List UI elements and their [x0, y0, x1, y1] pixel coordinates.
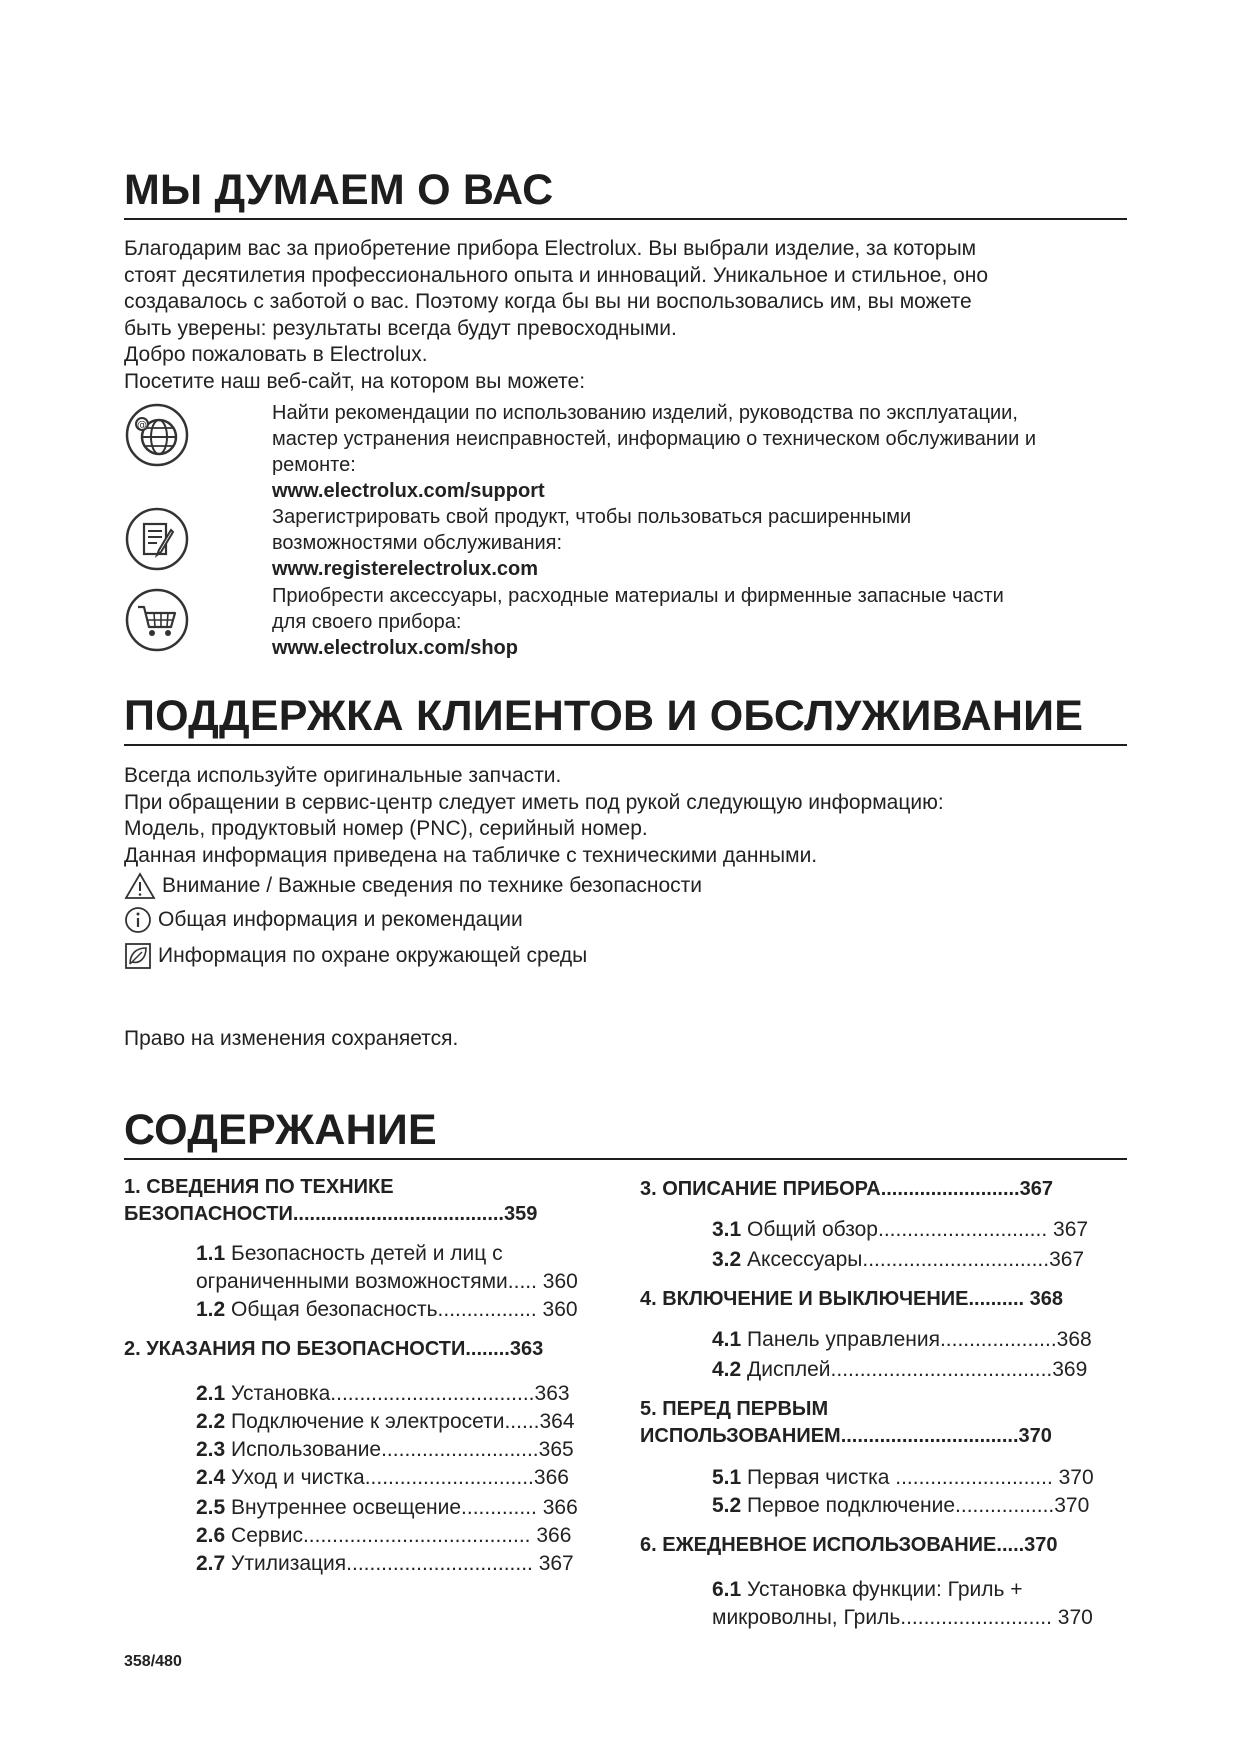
- section-title-we-think-of-you: МЫ ДУМАЕМ О ВАС: [124, 166, 554, 214]
- toc-item-3-1[interactable]: [712, 1216, 1088, 1244]
- toc-item-text: Первая чистка ........................... 370: [747, 1466, 1094, 1489]
- toc-item-number: 6.1: [712, 1578, 742, 1601]
- toc-item-text: Дисплей......................................369: [747, 1358, 1088, 1381]
- section-title-contents: СОДЕРЖАНИЕ: [124, 1106, 437, 1154]
- intro-line: Посетите наш веб-сайт, на котором вы можете:: [124, 369, 586, 393]
- support-line: Данная информация приведена на табличке с техническими данными.: [124, 843, 818, 867]
- support-paragraph: [124, 763, 1124, 869]
- toc-item-5-1[interactable]: [712, 1464, 1094, 1492]
- globe-icon: [124, 402, 190, 468]
- toc-item-text: ограниченными возможностями..... 360: [196, 1270, 578, 1293]
- intro-line: быть уверены: результаты всегда будут превосходными.: [124, 316, 677, 340]
- toc-item-text: микроволны, Гриль.......................... 370: [712, 1606, 1093, 1629]
- toc-item-text: Уход и чистка.............................366: [231, 1466, 569, 1489]
- toc-item-2-4[interactable]: [196, 1464, 569, 1492]
- toc-item-number: 2.6: [196, 1524, 226, 1547]
- section-rule: [124, 744, 1127, 746]
- toc-item-text: Первое подключение.................370: [747, 1494, 1090, 1517]
- toc-item-number: 5.1: [712, 1466, 742, 1489]
- toc-item-text: Общая безопасность................. 360: [231, 1298, 578, 1321]
- support-line: Всегда используйте оригинальные запчасти.: [124, 764, 562, 787]
- shopping-cart-icon: [124, 587, 190, 653]
- toc-heading-1[interactable]: [124, 1174, 537, 1228]
- toc-heading-6[interactable]: 6. ЕЖЕДНЕВНОЕ ИСПОЛЬЗОВАНИЕ.....370: [640, 1534, 1058, 1556]
- toc-heading-text: 1. СВЕДЕНИЯ ПО ТЕХНИКЕ: [124, 1176, 394, 1198]
- support-line: Модель, продуктовый номер (PNC), серийный номер.: [124, 817, 648, 840]
- register-form-icon: [124, 506, 190, 572]
- service-text: мастер устранения неисправностей, информацию о техническом обслуживании и: [272, 428, 1036, 450]
- toc-item-1-2[interactable]: [196, 1296, 578, 1324]
- legend-environment: [124, 942, 587, 970]
- toc-item-number: 4.2: [712, 1358, 742, 1381]
- toc-item-number: 2.7: [196, 1552, 226, 1575]
- toc-item-text: Подключение к электросети......364: [231, 1410, 575, 1433]
- page-number: 358/480: [124, 1653, 182, 1670]
- intro-line: создавалось с заботой о вас. Поэтому когда бы вы ни воспользовались им, вы можете: [124, 290, 972, 313]
- section-title-customer-support: ПОДДЕРЖКА КЛИЕНТОВ И ОБСЛУЖИВАНИЕ: [124, 692, 1084, 740]
- rights-notice: Право на изменения сохраняется.: [124, 1027, 459, 1050]
- legend-info-text: Общая информация и рекомендации: [158, 908, 523, 931]
- warning-triangle-icon: [124, 872, 156, 900]
- legend-environment-text: Информация по охране окружающей среды: [158, 944, 588, 967]
- intro-line: Добро пожаловать в Electrolux.: [124, 343, 428, 366]
- legend-warning-text: Внимание / Важные сведения по технике безопасности: [162, 874, 703, 897]
- toc-item-5-2[interactable]: [712, 1492, 1089, 1520]
- intro-line: стоят десятилетия профессионального опыта и инноваций. Уникальное и стильное, оно: [124, 263, 989, 287]
- service-support: [272, 400, 1132, 504]
- toc-item-text: Внутреннее освещение............. 366: [231, 1496, 578, 1519]
- toc-item-number: 2.5: [196, 1496, 226, 1519]
- toc-item-6-1[interactable]: [712, 1576, 1093, 1632]
- toc-heading-text: БЕЗОПАСНОСТИ......................................359: [124, 1203, 538, 1225]
- toc-item-2-1[interactable]: [196, 1380, 570, 1408]
- toc-item-number: 3.2: [712, 1248, 742, 1271]
- toc-heading-4[interactable]: 4. ВКЛЮЧЕНИЕ И ВЫКЛЮЧЕНИЕ.......... 368: [640, 1288, 1063, 1310]
- toc-item-text: Безопасность детей и лиц с: [231, 1242, 503, 1265]
- toc-item-text: Сервис....................................... 366: [231, 1524, 572, 1547]
- toc-item-2-7[interactable]: [196, 1550, 574, 1578]
- toc-item-text: Утилизация................................ 367: [231, 1552, 574, 1575]
- toc-item-number: 2.3: [196, 1438, 226, 1461]
- toc-item-4-2[interactable]: [712, 1356, 1087, 1384]
- service-text: Зарегистрировать свой продукт, чтобы пользоваться расширенными: [272, 506, 912, 528]
- intro-line: Благодарим вас за приобретение прибора Electrolux. Вы выбрали изделие, за которым: [124, 237, 977, 260]
- service-text: ремонте:: [272, 454, 356, 476]
- intro-paragraph: [124, 236, 1124, 395]
- toc-item-3-2[interactable]: [712, 1246, 1084, 1274]
- toc-item-number: 5.2: [712, 1494, 742, 1517]
- toc-heading-2[interactable]: 2. УКАЗАНИЯ ПО БЕЗОПАСНОСТИ........363: [124, 1338, 544, 1360]
- toc-item-number: 2.4: [196, 1466, 226, 1489]
- legend-warning: [124, 872, 702, 900]
- support-line: При обращении в сервис-центр следует иметь под рукой следующую информацию:: [124, 790, 944, 814]
- toc-item-4-1[interactable]: [712, 1326, 1092, 1354]
- toc-item-text: Панель управления....................368: [747, 1328, 1092, 1351]
- toc-item-number: 4.1: [712, 1328, 742, 1351]
- section-rule: [124, 218, 1127, 220]
- svg-text:@: @: [137, 420, 147, 431]
- section-rule: [124, 1158, 1127, 1160]
- toc-heading-3[interactable]: 3. ОПИСАНИЕ ПРИБОРА.........................367: [640, 1178, 1053, 1200]
- toc-item-number: 1.2: [196, 1298, 226, 1321]
- toc-item-2-3[interactable]: [196, 1436, 574, 1464]
- toc-item-text: Использование...........................365: [231, 1438, 574, 1461]
- toc-item-number: 2.1: [196, 1382, 226, 1405]
- service-text: Приобрести аксессуары, расходные материалы и фирменные запасные части: [272, 585, 1004, 607]
- service-text: Найти рекомендации по использованию изделий, руководства по эксплуатации,: [272, 402, 1018, 424]
- toc-item-2-2[interactable]: [196, 1408, 575, 1436]
- legend-info: [124, 906, 523, 934]
- service-shop: [272, 583, 1132, 661]
- service-text: для своего прибора:: [272, 611, 462, 633]
- register-link[interactable]: www.registerelectrolux.com: [272, 558, 539, 580]
- toc-item-number: 2.2: [196, 1410, 226, 1433]
- toc-heading-5[interactable]: [640, 1396, 1052, 1450]
- service-register: [272, 504, 1132, 582]
- toc-item-text: Аксессуары................................367: [747, 1248, 1085, 1271]
- info-icon: [124, 906, 152, 934]
- toc-item-text: Установка...................................363: [231, 1382, 570, 1405]
- toc-item-text: Установка функции: Гриль +: [747, 1578, 1023, 1601]
- toc-heading-text: 5. ПЕРЕД ПЕРВЫМ: [640, 1398, 829, 1420]
- toc-item-2-5[interactable]: [196, 1494, 578, 1522]
- toc-item-2-6[interactable]: [196, 1522, 571, 1550]
- toc-item-text: Общий обзор............................. 367: [747, 1218, 1089, 1241]
- service-text: возможностями обслуживания:: [272, 532, 563, 554]
- toc-heading-text: ИСПОЛЬЗОВАНИЕМ................................370: [640, 1425, 1052, 1447]
- support-link[interactable]: www.electrolux.com/support: [272, 480, 545, 502]
- toc-item-number: 1.1: [196, 1242, 226, 1265]
- toc-item-1-1[interactable]: [196, 1240, 578, 1296]
- toc-item-number: 3.1: [712, 1218, 742, 1241]
- shop-link[interactable]: www.electrolux.com/shop: [272, 637, 518, 659]
- leaf-icon: [124, 942, 152, 970]
